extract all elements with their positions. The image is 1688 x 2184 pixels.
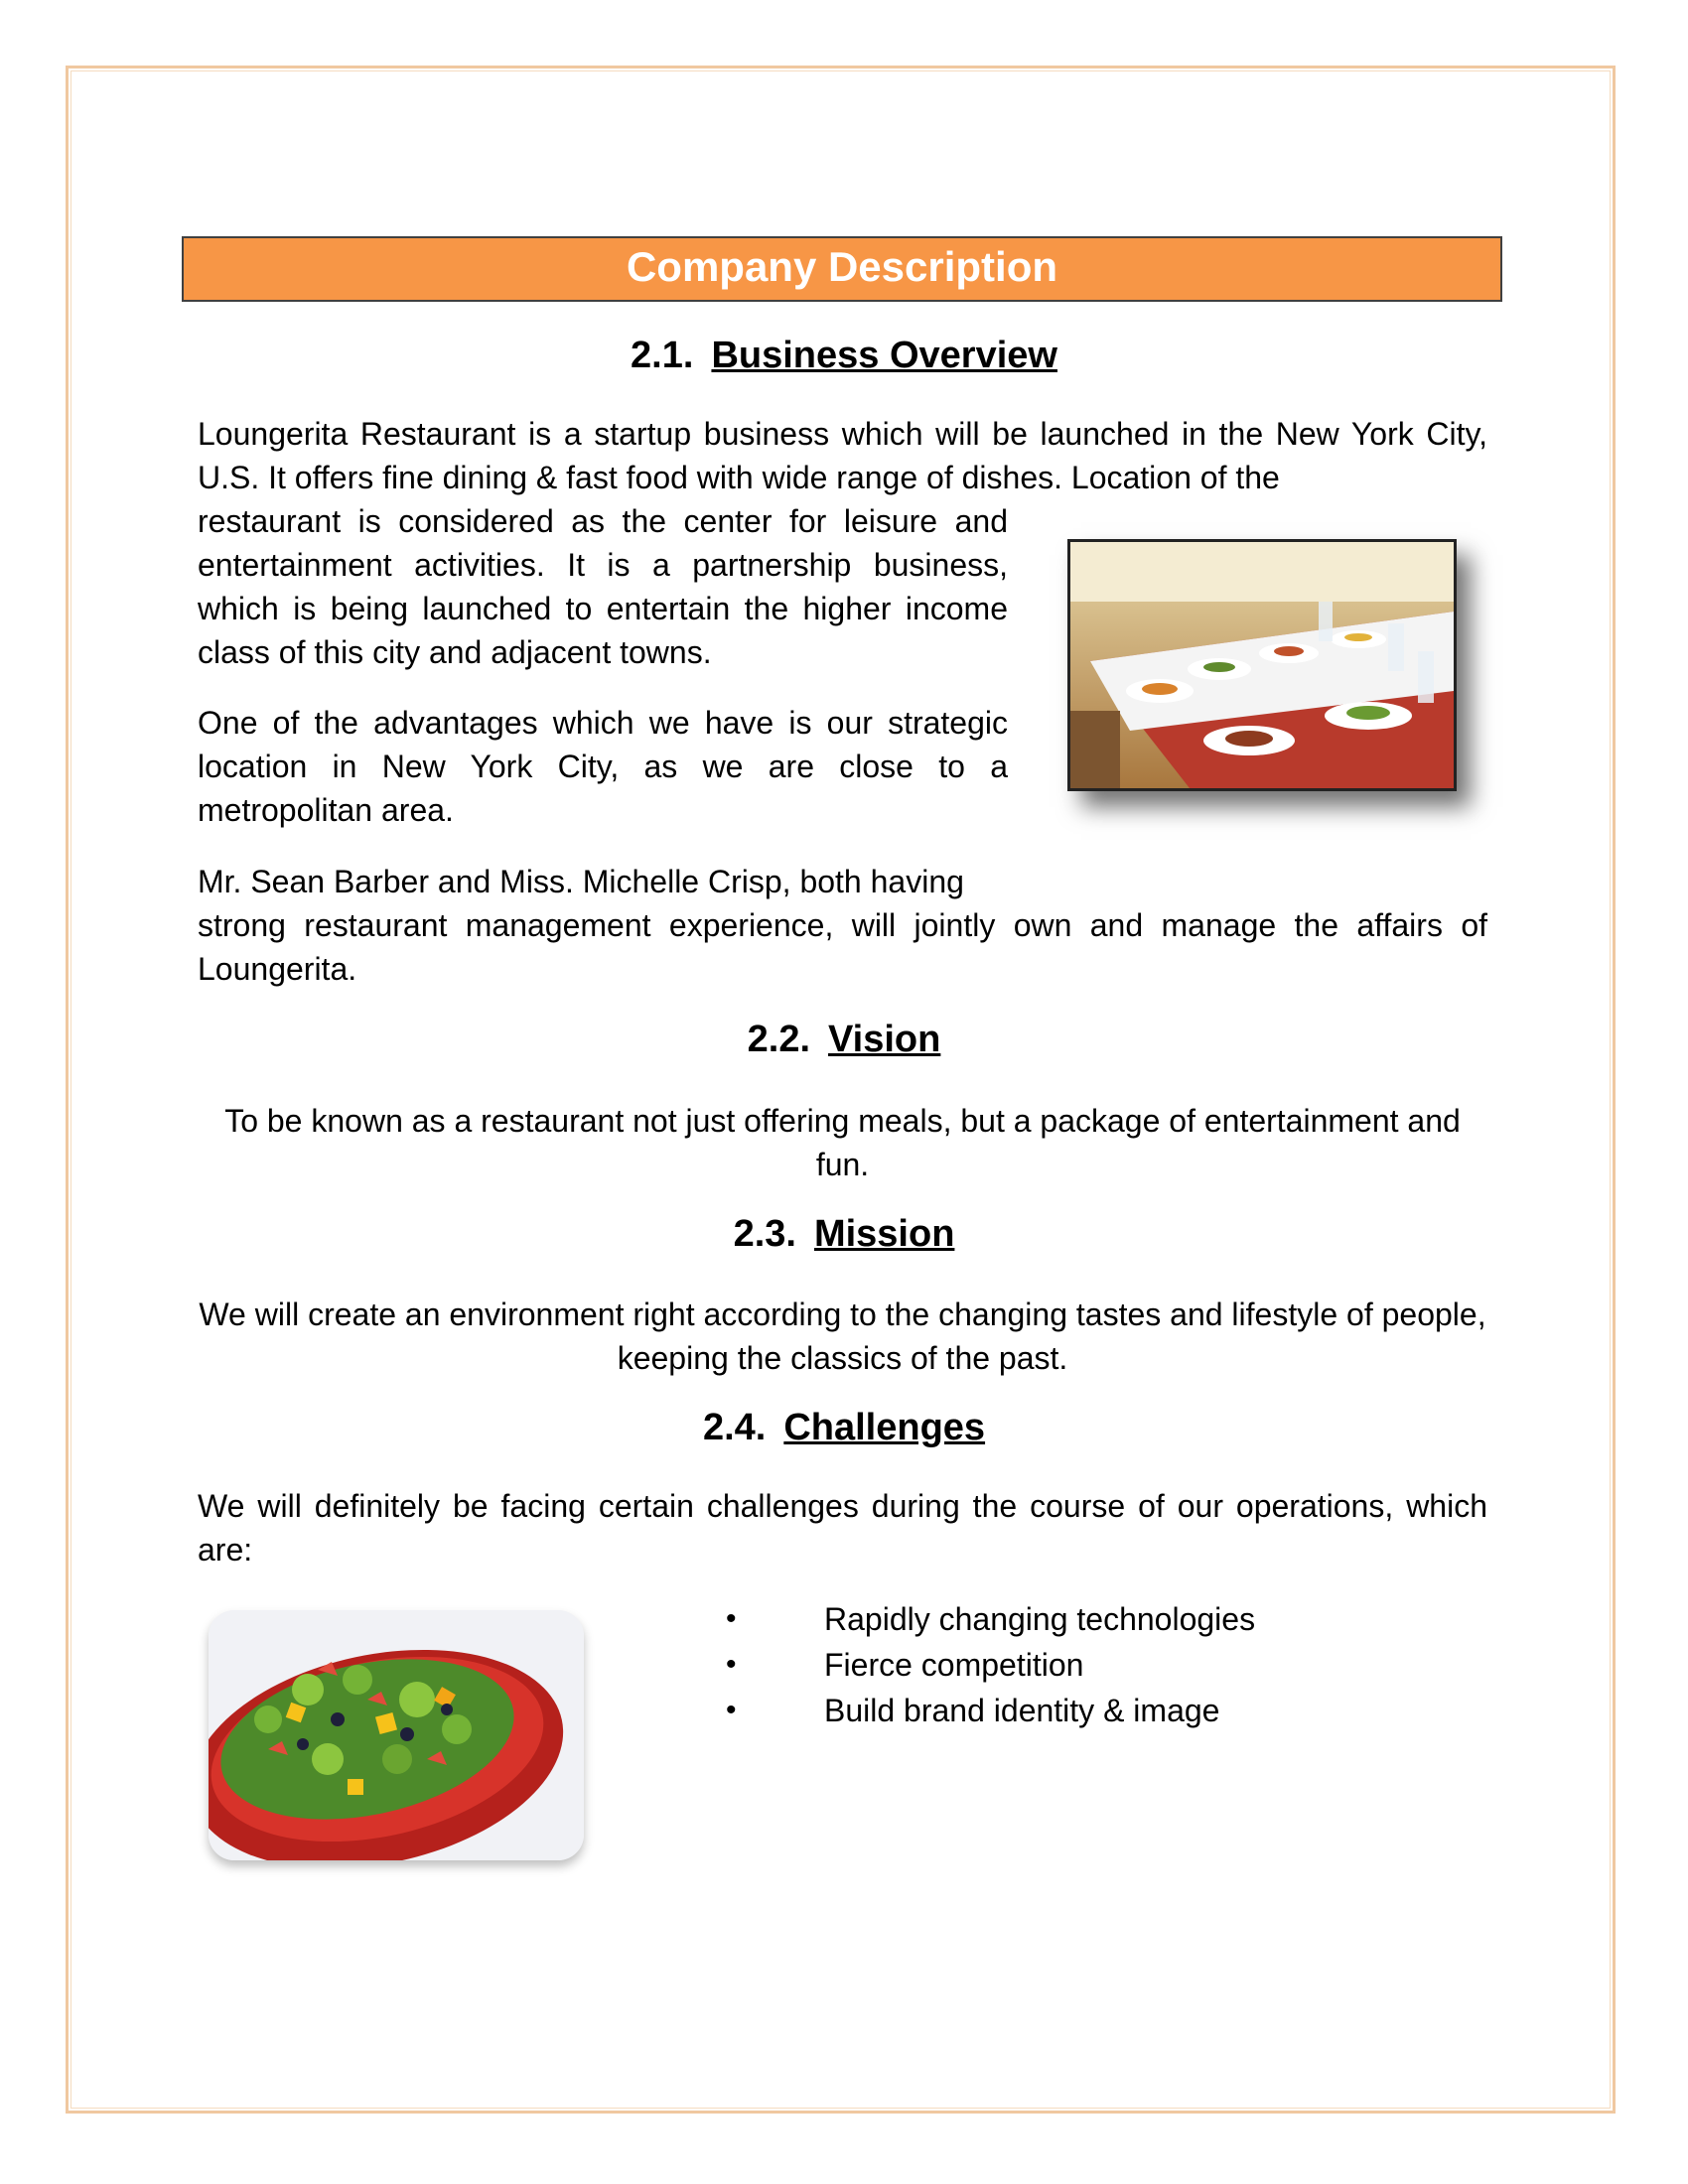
vision-text: To be known as a restaurant not just offering meals, but a package of entertainment and fun. — [224, 1103, 1461, 1182]
overview-paragraph-2: One of the advantages which we have is our strategic location in New York City, as we are close to a metropolitan area. — [198, 705, 1008, 828]
list-item — [720, 1688, 1255, 1733]
list-item — [720, 1596, 1255, 1642]
heading-title: Vision — [828, 1019, 941, 1060]
heading-title: Business Overview — [711, 335, 1057, 376]
heading-number: 2.2. — [747, 1019, 811, 1060]
list-item-text: Fierce competition — [824, 1647, 1084, 1683]
overview-paragraph-1b: restaurant is considered as the center for leisure and entertainment activities. It is a partnership business, which is being launched to entertain the higher income class of this city and adjacent towns. — [198, 503, 1008, 670]
heading-number: 2.3. — [733, 1213, 796, 1255]
list-item-text: Build brand identity & image — [824, 1693, 1220, 1728]
overview-paragraph-3a: Mr. Sean Barber and Miss. Michelle Crisp, both having — [198, 864, 964, 899]
bullet-icon: • — [726, 1648, 737, 1681]
heading-business-overview — [0, 331, 1688, 380]
challenges-intro: We will definitely be facing certain challenges during the course of our operations, which are: — [198, 1488, 1487, 1568]
challenges-list — [720, 1596, 1255, 1733]
banquet-table-photo — [1067, 539, 1457, 791]
heading-title: Mission — [813, 1213, 955, 1255]
salad-bowl-photo — [209, 1610, 584, 1860]
overview-paragraph-1a: Loungerita Restaurant is a startup business which will be launched in the New York City, U.S. It offers fine dining & fast food with wide range of dishes. Location of the — [198, 416, 1487, 495]
list-item — [720, 1642, 1255, 1688]
banquet-table-illustration — [1070, 542, 1454, 788]
bullet-icon: • — [726, 1602, 737, 1635]
heading-number: 2.4. — [702, 1407, 767, 1448]
heading-title: Challenges — [783, 1407, 986, 1448]
salad-bowl-illustration — [209, 1610, 584, 1860]
heading-challenges — [0, 1403, 1688, 1452]
heading-number: 2.1. — [631, 335, 694, 376]
list-item-text: Rapidly changing technologies — [824, 1601, 1256, 1637]
heading-vision — [0, 1015, 1688, 1064]
mission-text: We will create an environment right according to the changing tastes and lifestyle of people, keeping the classics of the past. — [199, 1297, 1486, 1376]
section-banner: Company Description — [182, 236, 1502, 302]
bullet-icon: • — [726, 1694, 737, 1726]
overview-paragraph-3b: strong restaurant management experience, will jointly own and manage the affairs of Loungerita. — [198, 907, 1487, 987]
heading-mission — [0, 1209, 1688, 1259]
